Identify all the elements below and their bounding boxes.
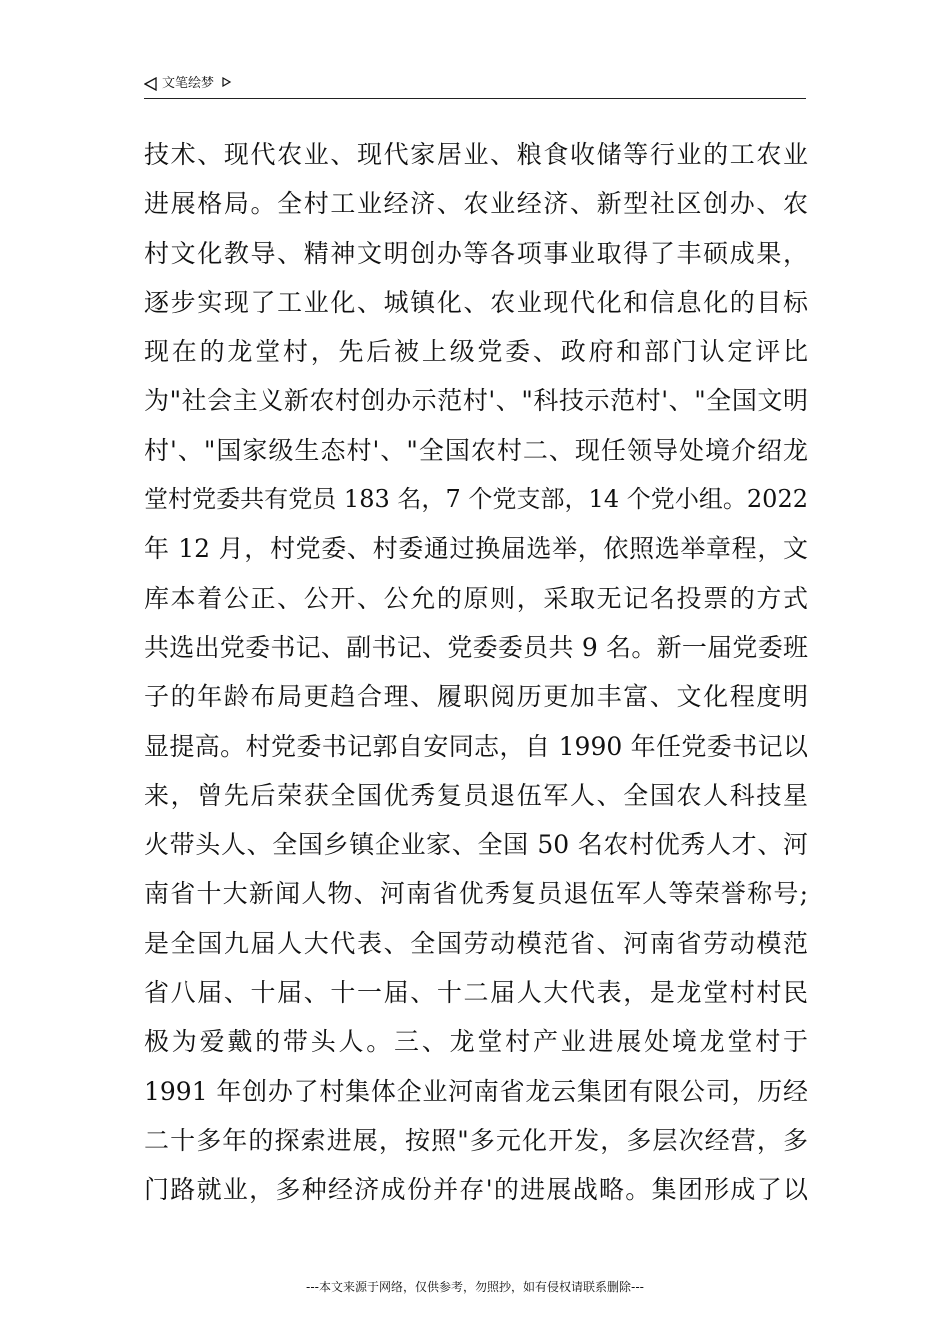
text-line: 省八届、十届、十一届、十二届人大代表，是龙堂村村民 xyxy=(144,978,808,1008)
triangle-right-icon xyxy=(222,77,232,87)
text-line: 共选出党委书记、副书记、党委委员共 9 名。新一届党委班 xyxy=(144,632,808,662)
text-line: 库本着公正、公开、公允的原则，采取无记名投票的方式 xyxy=(144,583,808,613)
document-body xyxy=(144,130,808,1215)
text-line: 逐步实现了工业化、城镇化、农业现代化和信息化的目标 xyxy=(144,287,808,317)
text-line: 极为爱戴的带头人。三、龙堂村产业进展处境龙堂村于 xyxy=(144,1027,808,1057)
text-line: 南省十大新闻人物、河南省优秀复员退伍军人等荣誉称号; xyxy=(144,879,808,909)
footer-notice: ---本文来源于网络，仅供参考，勿照抄，如有侵权请联系删除--- xyxy=(306,1280,644,1294)
text-line: 1991 年创办了村集体企业河南省龙云集团有限公司，历经 xyxy=(144,1076,808,1106)
text-line: 进展格局。全村工业经济、农业经济、新型社区创办、农 xyxy=(144,189,808,219)
text-line: 显提高。村党委书记郭自安同志，自 1990 年任党委书记以 xyxy=(144,731,808,761)
text-line: 现在的龙堂村，先后被上级党委、政府和部门认定评比 xyxy=(144,337,808,367)
text-line: 村'、"国家级生态村'、"全国农村二、现任领导处境介绍龙 xyxy=(144,435,808,465)
text-line: 为"社会主义新农村创办示范村'、"科技示范村'、"全国文明 xyxy=(144,386,808,416)
text-line: 是全国九届人大代表、全国劳动模范省、河南省劳动模范 xyxy=(144,928,808,958)
text-line: 子的年龄布局更趋合理、履职阅历更加丰富、文化程度明 xyxy=(144,682,808,712)
brand-text: 文笔绘梦 xyxy=(162,76,215,91)
text-line: 技术、现代农业、现代家居业、粮食收储等行业的工农业 xyxy=(144,140,808,169)
text-line: 堂村党委共有党员 183 名，7 个党支部，14 个党小组。2022 xyxy=(144,485,808,514)
text-line: 来，曾先后荣获全国优秀复员退伍军人、全国农人科技星 xyxy=(144,780,808,810)
text-line: 年 12 月，村党委、村委通过换届选举，依照选举章程，文 xyxy=(144,534,808,564)
header-brand xyxy=(144,74,232,94)
text-line: 村文化教导、精神文明创办等各项事业取得了丰硕成果， xyxy=(144,238,808,268)
text-line: 火带头人、全国乡镇企业家、全国 50 名农村优秀人才、河 xyxy=(144,830,808,860)
text-line: 二十多年的探索进展，按照"多元化开发，多层次经营，多 xyxy=(144,1125,808,1155)
page-header xyxy=(144,72,806,99)
triangle-left-icon xyxy=(144,77,158,91)
text-line: 门路就业，多种经济成份并存'的进展战略。集团形成了以 xyxy=(144,1175,808,1205)
